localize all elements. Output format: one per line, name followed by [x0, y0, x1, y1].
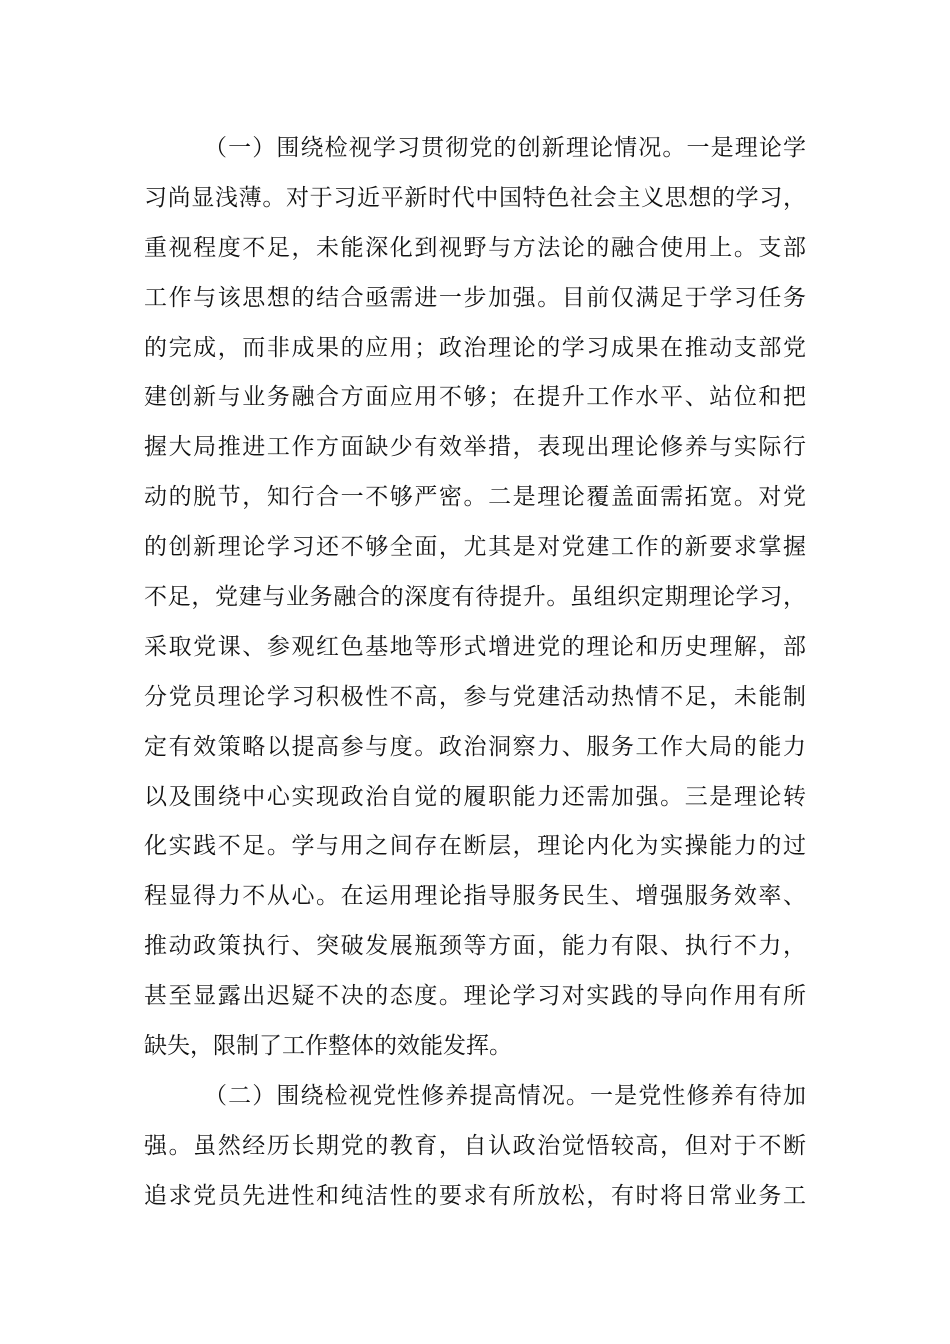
paragraph-1 — [144, 124, 806, 1072]
paragraph-line: 的完成，而非成果的应用；政治理论的学习成果在推动支部党 — [144, 334, 806, 361]
document-body — [144, 124, 806, 1222]
paragraph-line: 强。虽然经历长期党的教育，自认政治觉悟较高，但对于不断 — [144, 1132, 806, 1159]
paragraph-2 — [144, 1072, 806, 1222]
paragraph-line: 以及围绕中心实现政治自觉的履职能力还需加强。三是理论转 — [144, 783, 806, 810]
paragraph-line: 工作与该思想的结合亟需进一步加强。目前仅满足于学习任务 — [144, 284, 806, 311]
paragraph-line: （一）围绕检视学习贯彻党的创新理论情况。一是理论学 — [204, 135, 806, 161]
paragraph-line: 动的脱节，知行合一不够严密。二是理论覆盖面需拓宽。对党 — [144, 484, 806, 511]
paragraph-line: 习尚显浅薄。对于习近平新时代中国特色社会主义思想的学习， — [144, 184, 806, 211]
paragraph-line: 重视程度不足，未能深化到视野与方法论的融合使用上。支部 — [144, 234, 806, 261]
paragraph-line: 缺失，限制了工作整体的效能发挥。 — [144, 1033, 512, 1060]
paragraph-line: 不足，党建与业务融合的深度有待提升。虽组织定期理论学习， — [144, 584, 806, 611]
paragraph-line: 化实践不足。学与用之间存在断层，理论内化为实操能力的过 — [144, 833, 806, 860]
paragraph-line: 建创新与业务融合方面应用不够；在提升工作水平、站位和把 — [144, 384, 806, 411]
paragraph-line: （二）围绕检视党性修养提高情况。一是党性修养有待加 — [204, 1082, 806, 1109]
paragraph-line: 分党员理论学习积极性不高，参与党建活动热情不足，未能制 — [144, 683, 806, 710]
paragraph-line: 追求党员先进性和纯洁性的要求有所放松，有时将日常业务工 — [144, 1182, 806, 1209]
paragraph-line: 推动政策执行、突破发展瓶颈等方面，能力有限、执行不力， — [144, 933, 806, 960]
paragraph-line: 采取党课、参观红色基地等形式增进党的理论和历史理解，部 — [144, 633, 806, 660]
paragraph-line: 定有效策略以提高参与度。政治洞察力、服务工作大局的能力 — [144, 733, 806, 760]
paragraph-line: 的创新理论学习还不够全面，尤其是对党建工作的新要求掌握 — [144, 534, 806, 561]
paragraph-line: 程显得力不从心。在运用理论指导服务民生、增强服务效率、 — [144, 883, 806, 910]
paragraph-line: 握大局推进工作方面缺少有效举措，表现出理论修养与实际行 — [144, 434, 806, 461]
paragraph-line: 甚至显露出迟疑不决的态度。理论学习对实践的导向作用有所 — [144, 983, 806, 1010]
